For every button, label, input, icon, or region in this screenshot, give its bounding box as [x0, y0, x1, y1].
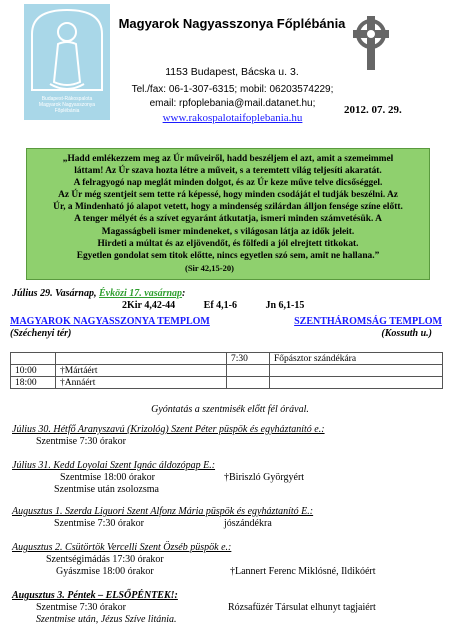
event-intent: Rózsafüzér Társulat elhunyt tagjaiért [228, 602, 376, 613]
celtic-cross-icon [346, 14, 396, 72]
sunday-readings [122, 300, 362, 311]
bulletin-date: 2012. 07. 29. [344, 104, 402, 116]
table-row [11, 353, 443, 365]
parish-phone: Tel./fax: 06-1-307-6315; mobil: 06203574229; [131, 84, 334, 95]
mass-schedule-table [10, 352, 443, 389]
event-intent: †Biriszló Györgyért [224, 472, 305, 483]
table-row [11, 377, 443, 389]
logo-text-1: Budapest-Rákospalota [41, 96, 93, 102]
church-left-street: (Széchenyi tér) [10, 328, 72, 339]
mass-time-left: 18:00 [11, 377, 56, 389]
reading-3: Jn 6,1-15 [265, 300, 305, 311]
event-intent: †Lannert Ferenc Miklósné, Ildikóért [230, 566, 376, 577]
event-text: Szentmise 7:30 órakor [36, 436, 126, 447]
quote-line: Hirdeti a múltat és az eljövendőt, és fölfedi a jól elrejtett titkokat. [97, 238, 359, 249]
mass-intent-right [270, 377, 443, 389]
logo-text-2: Magyarok Nagyasszonya [38, 102, 96, 108]
church-headers [10, 316, 442, 346]
mass-time-right [227, 377, 270, 389]
day-heading: Augusztus 3. Péntek – ELSŐPÉNTEK!: [12, 590, 178, 601]
event-text: Szentmise 7:30 órakor [54, 518, 144, 529]
table-row [11, 365, 443, 377]
day-heading: Augusztus 1. Szerda Liguori Szent Alfonz Mária püspök és egyháztanító E.: [12, 506, 314, 517]
day-heading: Augusztus 2. Csütörtök Vercelli Szent Özséb püspök e.: [12, 542, 232, 553]
reading-2: Ef 4,1-6 [203, 300, 237, 311]
quote-line: A tenger mélyét és a szívet egyaránt átkutatja, ismeri minden számvetésük. A [74, 214, 382, 225]
event-text: Szentmise 7:30 órakor [36, 602, 126, 613]
sunday-date: Július 29. Vasárnap, [12, 288, 97, 299]
quote-line: Úr, a Mindenható jó alapot vetett, hogy a mindenség szilárdan álljon fensége színe előtt. [53, 202, 403, 213]
day-heading: Július 30. Hétfő Aranyszavú (Krizológ) Szent Péter püspök és egyháztanító e.: [12, 424, 325, 435]
parish-website-link[interactable]: www.rakospalotaifoplebania.hu [162, 112, 303, 124]
confession-note: Gyóntatás a szentmisék előtt fél órával. [151, 404, 309, 415]
parish-address: 1153 Budapest, Bácska u. 3. [165, 66, 299, 78]
church-left-name: MAGYAROK NAGYASSZONYA TEMPLOM [10, 316, 210, 327]
mass-time-left [11, 353, 56, 365]
mass-intent-left [56, 353, 227, 365]
sunday-name: Évközi 17. vasárnap [98, 288, 183, 299]
event-text: Szentmise 18:00 órakor [60, 472, 155, 483]
quote-line: láttam! Az Úr szava hozta létre a műveit, s a teremtett világ teljesíti akaratát. [74, 166, 382, 177]
quote-line: A felragyogó nap meglát minden dolgot, és az Úr keze műve telve dicsőséggel. [73, 178, 383, 189]
scripture-quote-box [26, 148, 430, 280]
quote-reference: (Sir 42,15-20) [185, 262, 234, 273]
parish-email: email: rpfoplebania@mail.datanet.hu; [149, 98, 316, 109]
quote-line: „Hadd emlékezzem meg az Úr műveiről, hadd beszéljem el azt, amit a szemeimmel [62, 154, 394, 164]
event-intent: jószándékra [224, 518, 272, 529]
event-text: Szentségimádás 17:30 órakor [46, 554, 164, 565]
logo-text-3: Főplébánia [54, 108, 80, 114]
mass-time-left: 10:00 [11, 365, 56, 377]
event-text: Gyászmise 18:00 órakor [56, 566, 154, 577]
sunday-heading [12, 288, 185, 299]
mass-intent-left: †Mártáért [56, 365, 227, 377]
mass-intent-left: †Annáért [56, 377, 227, 389]
mass-time-right: 7:30 [227, 353, 270, 365]
event-text: Szentmise után, Jézus Szíve litánia. [36, 614, 177, 625]
church-right-street: (Kossuth u.) [381, 328, 432, 339]
mass-intent-right: Főpásztor szándékára [270, 353, 443, 365]
church-right-name: SZENTHÁROMSÁG TEMPLOM [294, 316, 442, 327]
quote-line: Az Úr még szentjeit sem tette rá képessé, hogy minden csodáját el tudják beszélni. Az [58, 190, 398, 201]
mass-time-right [227, 365, 270, 377]
quote-line: Magasságbeli ismer mindeneket, s világosan látja az idők jeleit. [101, 226, 355, 237]
parish-title: Magyarok Nagyasszonya Főplébánia [118, 16, 346, 31]
quote-line: Egyetlen gondolat sem titok előtte, nincs egyetlen szó sem, amit ne hallana.” [76, 250, 380, 261]
reading-1: 2Kir 4,42-44 [122, 300, 176, 311]
event-text: Szentmise után zsolozsma [54, 484, 159, 495]
sunday-suffix: : [182, 288, 186, 299]
day-heading: Július 31. Kedd Loyolai Szent Ignác áldozópap E.: [12, 460, 216, 471]
mass-intent-right [270, 365, 443, 377]
parish-logo [24, 4, 110, 120]
